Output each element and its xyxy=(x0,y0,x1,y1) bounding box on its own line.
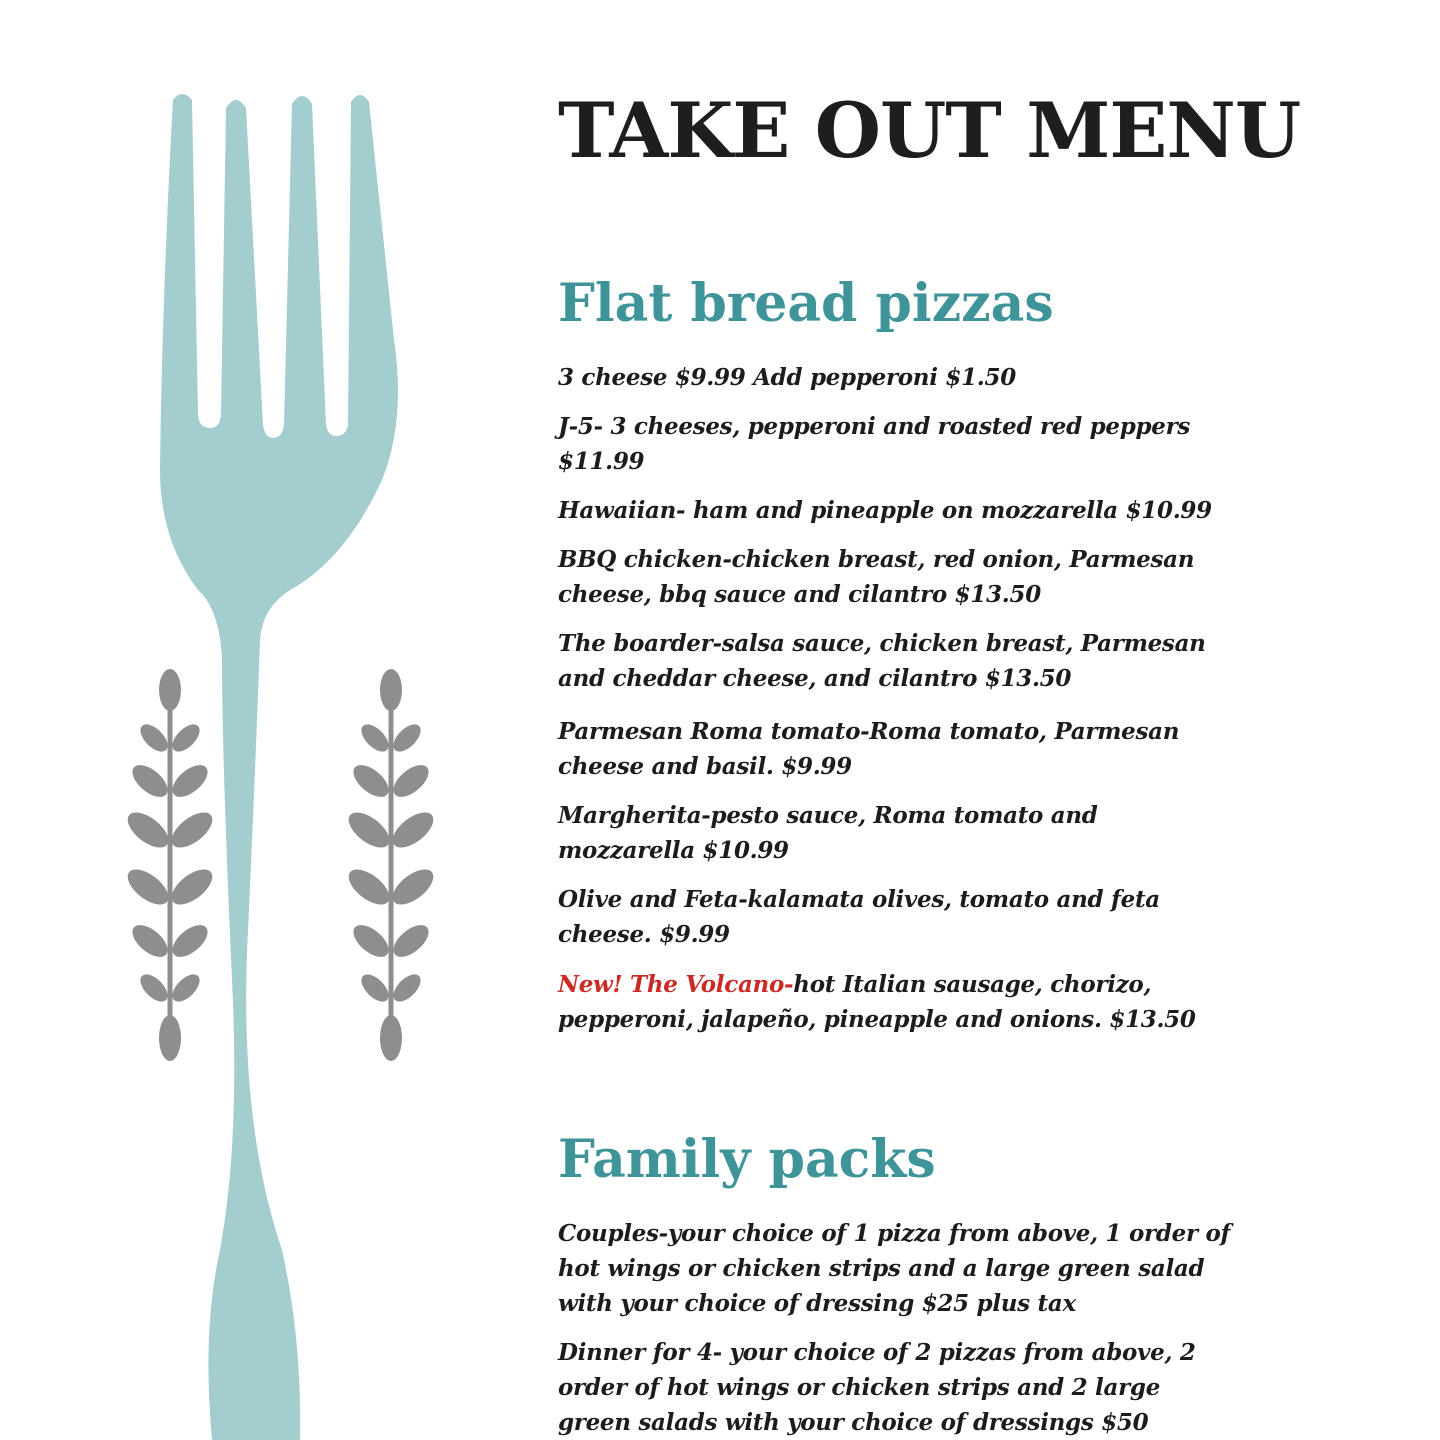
section-heading-family-packs: Family packs xyxy=(558,1129,936,1190)
menu-item-new-volcano: New! The Volcano-hot Italian sausage, chorizo, pepperoni, jalapeño, pineapple and onions. $13.50 xyxy=(558,971,1196,1033)
decorative-artwork xyxy=(0,0,520,1440)
section-heading-flat-bread-pizzas: Flat bread pizzas xyxy=(558,273,1054,334)
menu-item: Hawaiian- ham and pineapple on mozzarella $10.99 xyxy=(558,497,1212,524)
menu-item: The boarder-salsa sauce, chicken breast, Parmesan and cheddar cheese, and cilantro $13.50 xyxy=(558,630,1206,692)
menu-title: TAKE OUT MENU xyxy=(558,86,1301,175)
sprig-left-icon xyxy=(122,669,219,1061)
menu-item: Couples-your choice of 1 pizza from above, 1 order of hot wings or chicken strips and a large green salad with your choice of dressing $25 plus tax xyxy=(558,1220,1231,1317)
menu-item: 3 cheese $9.99 Add pepperoni $1.50 xyxy=(558,364,1016,391)
menu-item: J-5- 3 cheeses, pepperoni and roasted red peppers $11.99 xyxy=(558,413,1191,475)
menu-item: Olive and Feta-kalamata olives, tomato and feta cheese. $9.99 xyxy=(558,886,1160,948)
menu-item: Margherita-pesto sauce, Roma tomato and mozzarella $10.99 xyxy=(558,802,1098,864)
menu-item: BBQ chicken-chicken breast, red onion, Parmesan cheese, bbq sauce and cilantro $13.50 xyxy=(558,546,1195,608)
menu-item: Parmesan Roma tomato-Roma tomato, Parmesan cheese and basil. $9.99 xyxy=(558,718,1180,780)
sprig-right-icon xyxy=(343,669,440,1061)
new-item-highlight: New! The Volcano- xyxy=(558,971,794,998)
menu-item: Dinner for 4- your choice of 2 pizzas from above, 2 order of hot wings or chicken strips and 2 large green salads with your choice of dressings $50 xyxy=(558,1339,1196,1436)
